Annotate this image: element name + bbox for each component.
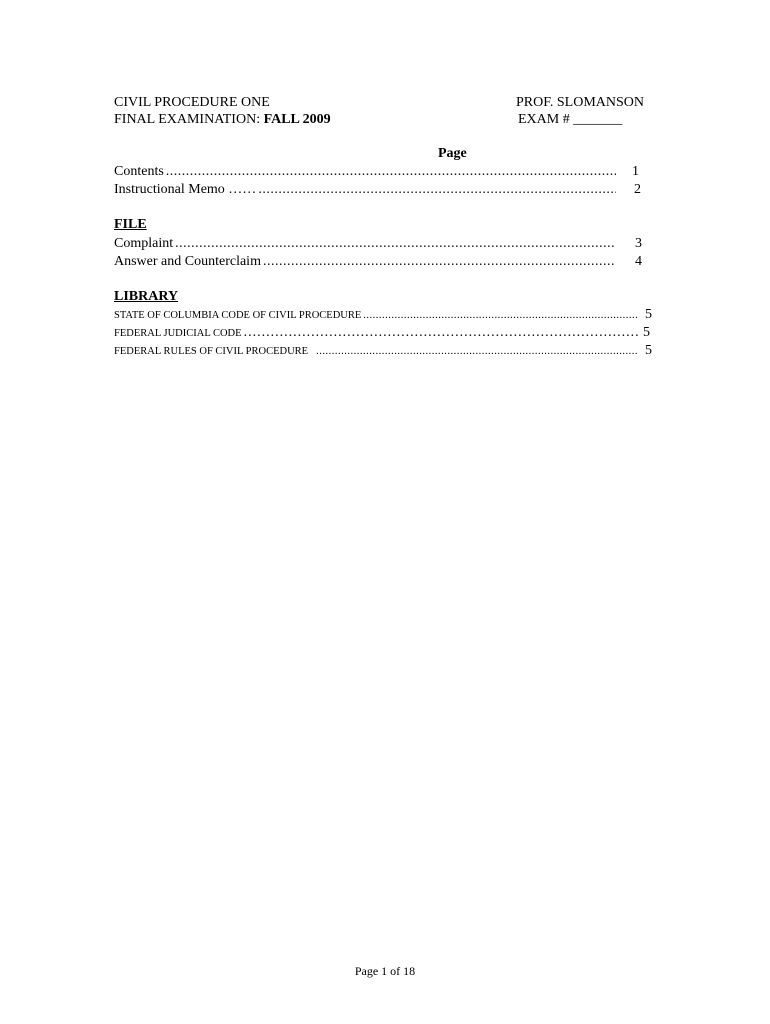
exam-title <box>114 111 331 128</box>
toc-entry-page: 3 <box>635 236 642 251</box>
toc-entry-label: Instructional Memo …… <box>114 182 257 197</box>
section-title-file: FILE <box>114 217 147 232</box>
toc-leader <box>363 307 638 324</box>
header-right <box>516 94 644 128</box>
toc-entry-contents <box>114 163 639 180</box>
toc-entry-page: 5 <box>643 325 650 340</box>
toc-leader <box>166 163 616 180</box>
exam-term: FALL 2009 <box>263 112 331 127</box>
exam-number: EXAM # _______ <box>518 112 623 127</box>
toc-leader <box>316 343 638 360</box>
toc-entry-page: 5 <box>645 343 652 358</box>
toc-entry-page: 1 <box>632 164 639 179</box>
toc-entry-label: Contents <box>114 164 164 179</box>
toc-entry-page: 5 <box>645 307 652 322</box>
toc-entry-complaint <box>114 235 642 252</box>
toc-entry-instructional-memo <box>114 181 641 198</box>
toc-leader <box>244 324 638 341</box>
header-left <box>114 94 331 128</box>
page-footer: Page 1 of 18 <box>354 964 416 978</box>
toc-entry-label: FEDERAL JUDICIAL CODE <box>114 328 242 339</box>
toc-entry-label: FEDERAL RULES OF CIVIL PROCEDURE <box>114 346 309 357</box>
toc-entry-answer-counterclaim <box>114 253 642 270</box>
toc-entry-label: STATE OF COLUMBIA CODE OF CIVIL PROCEDURE <box>114 310 362 321</box>
professor-name: PROF. SLOMANSON <box>516 95 645 110</box>
toc-entry-state-code <box>114 306 652 324</box>
toc-entry-page: 4 <box>635 254 642 269</box>
toc-entry-label: Complaint <box>114 236 174 251</box>
toc-entry-federal-rules <box>114 342 652 360</box>
toc-entry-page: 2 <box>634 182 641 197</box>
page-column-label: Page <box>438 146 467 161</box>
toc-leader <box>263 253 616 270</box>
toc-leader <box>258 181 616 198</box>
course-title: CIVIL PROCEDURE ONE <box>114 95 270 110</box>
section-title-library: LIBRARY <box>114 289 179 304</box>
toc-entry-judicial-code <box>114 324 650 342</box>
toc-leader <box>175 235 616 252</box>
exam-prefix: FINAL EXAMINATION: <box>114 112 264 127</box>
toc-entry-label: Answer and Counterclaim <box>114 254 261 269</box>
